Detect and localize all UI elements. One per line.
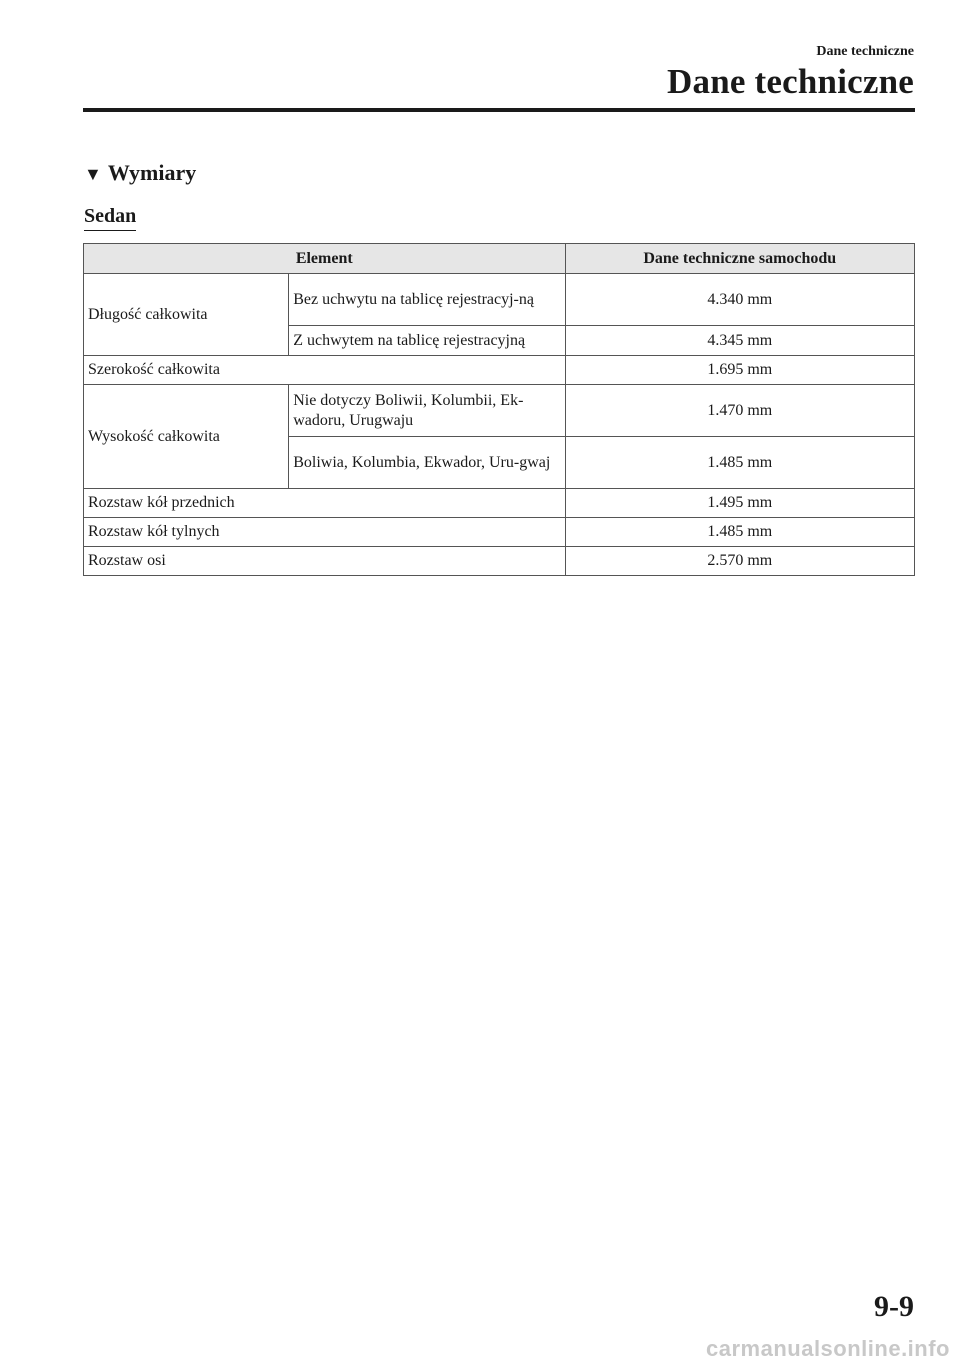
row-variant: Bez uchwytu na tablicę rejestracyj-ną: [289, 274, 565, 326]
row-label-length: Długość całkowita: [84, 274, 289, 356]
heading-divider: [83, 108, 915, 112]
row-label-width: Szerokość całkowita: [84, 356, 566, 385]
row-value: 1.695 mm: [565, 356, 914, 385]
table-row: [84, 385, 915, 437]
running-head: Dane techniczne: [816, 44, 914, 59]
section-heading-text: Wymiary: [107, 160, 197, 185]
table-row: [84, 518, 915, 547]
row-variant: Z uchwytem na tablicę rejestracyjną: [289, 326, 565, 356]
row-value: 2.570 mm: [565, 547, 914, 576]
table-header-row: [84, 244, 915, 274]
row-variant: Boliwia, Kolumbia, Ekwador, Uru-gwaj: [289, 437, 565, 489]
row-value: 1.470 mm: [565, 385, 914, 437]
row-value: 4.340 mm: [565, 274, 914, 326]
header-spec: Dane techniczne samochodu: [565, 244, 914, 274]
table-row: [84, 489, 915, 518]
row-label-rear-track: Rozstaw kół tylnych: [84, 518, 566, 547]
watermark: carmanualsonline.info: [706, 1336, 950, 1361]
row-value: 1.495 mm: [565, 489, 914, 518]
row-variant: Nie dotyczy Boliwii, Kolumbii, Ek-wadoru, Urugwaju: [289, 385, 565, 437]
row-value: 1.485 mm: [565, 437, 914, 489]
header-element: Element: [84, 244, 566, 274]
row-label-front-track: Rozstaw kół przednich: [84, 489, 566, 518]
table-row: [84, 274, 915, 326]
table-row: [84, 547, 915, 576]
section-heading: [84, 160, 196, 186]
page-number: 9-9: [874, 1290, 914, 1323]
page-title: Dane techniczne: [667, 62, 914, 101]
row-label-wheelbase: Rozstaw osi: [84, 547, 566, 576]
dimensions-table: [83, 243, 915, 576]
triangle-down-icon: ▼: [84, 164, 102, 184]
row-value: 4.345 mm: [565, 326, 914, 356]
row-value: 1.485 mm: [565, 518, 914, 547]
table-row: [84, 356, 915, 385]
subsection-heading: Sedan: [84, 205, 136, 231]
row-label-height: Wysokość całkowita: [84, 385, 289, 489]
